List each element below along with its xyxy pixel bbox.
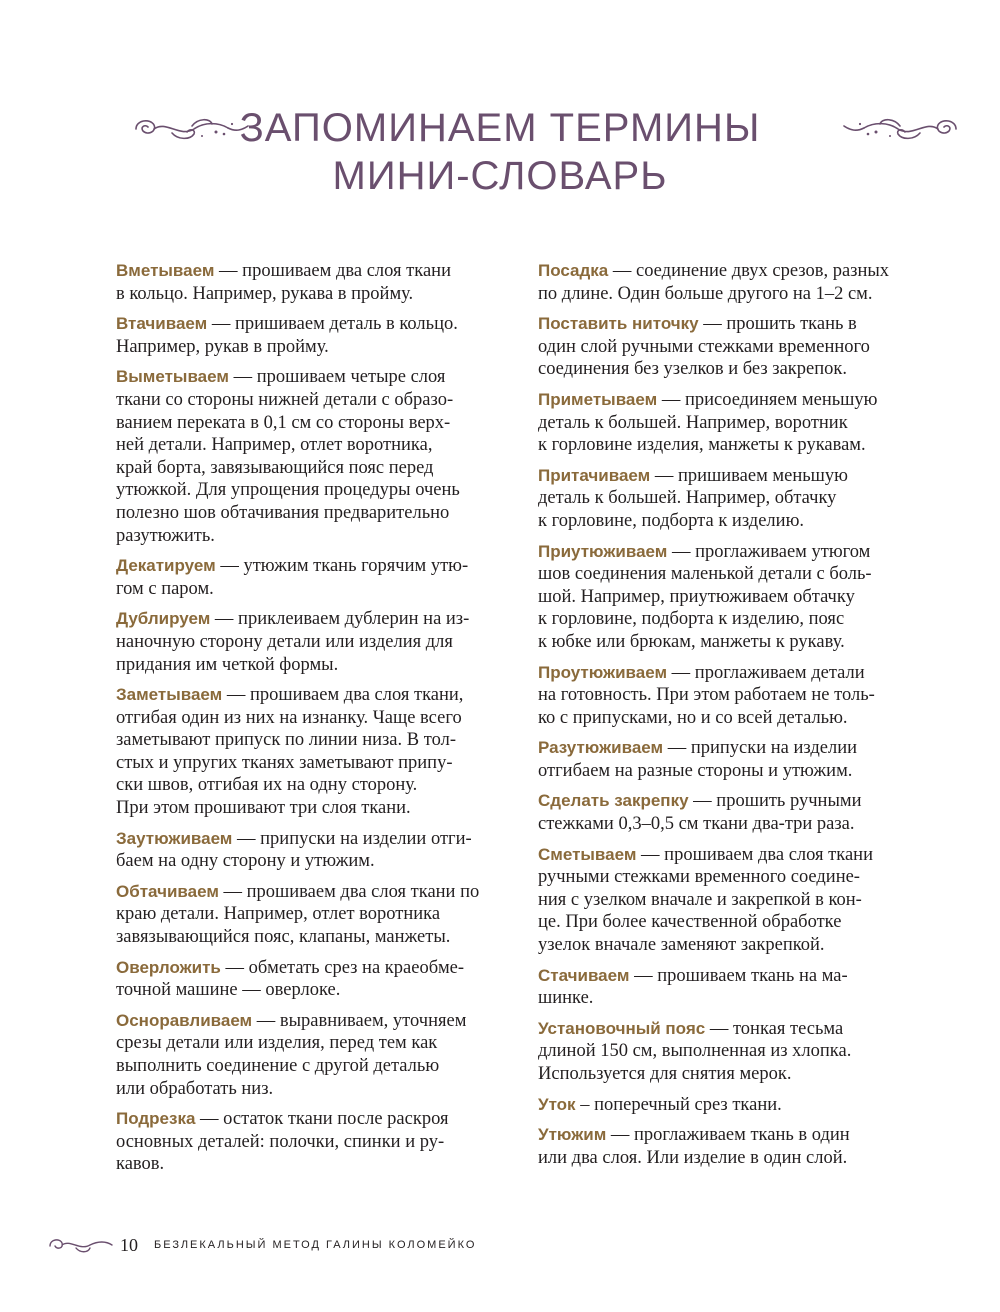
glossary-definition: — пришиваем меньшую деталь к большей. Например, обтачку к горловине, подборта к изделию.: [538, 465, 848, 531]
glossary-entry: [538, 389, 930, 457]
glossary-term: Проутюживаем: [538, 662, 668, 682]
page-footer: [48, 1233, 476, 1257]
glossary-definition: — приклеиваем дублерин на из- наночную сторону детали или изделия для придания им четкой формы.: [116, 609, 470, 675]
glossary-entry: [538, 465, 930, 533]
glossary-definition: — прошить ручными стежками 0,3–0,5 см ткани два-три раза.: [538, 791, 862, 835]
glossary-entry: [116, 828, 508, 873]
glossary-term: Уток: [538, 1094, 576, 1114]
glossary-definition: — соединение двух срезов, разных по длине. Один больше другого на 1–2 см.: [538, 261, 890, 304]
glossary-definition: — выравниваем, уточняем срезы детали или изделия, перед тем как выполнить соединение с другой деталью или обработать низ.: [116, 1010, 467, 1099]
glossary-term: Утюжим: [538, 1125, 607, 1145]
glossary-entry: [116, 684, 508, 820]
glossary-entry: [116, 555, 508, 600]
glossary-entry: [538, 1094, 930, 1117]
glossary-term: Сделать закрепку: [538, 791, 689, 811]
glossary-definition: — проглаживаем утюгом шов соединения маленькой детали с боль- шой. Например, приутюживаем обтачку к горловине, подборта к изделию, пояс к юбке или брюкам, манжеты к рукаву.: [538, 541, 872, 652]
glossary-entry: [116, 1108, 508, 1176]
glossary-term: Заметываем: [116, 685, 223, 705]
glossary-term: Посадка: [538, 261, 609, 280]
glossary-definition: — тонкая тесьма длиной 150 см, выполненная из хлопка. Используется для снятия мерок.: [538, 1018, 852, 1084]
glossary-entry: [538, 965, 930, 1010]
glossary-definition: — прошиваем два слоя ткани ручными стежками временного соедине- ния с узелком вначале и закрепкой в кон- це. При более качественной обработке узелок вначале заменяют закрепкой.: [538, 844, 873, 956]
page-number: 10: [120, 1234, 138, 1255]
glossary-entry: [538, 1018, 930, 1086]
glossary-entry: [116, 881, 508, 949]
glossary-definition: — прошиваем четыре слоя ткани со стороны нижней детали с образо- ванием переката в 0,1 см со стороны верх- ней детали. Например, отлет воротника, край борта, завязывающийся пояс перед утюжкой. Для упрощения процедуры очень полезно шов обтачивания предварительно разутюжить.: [116, 367, 460, 546]
glossary-definition: — утюжим ткань горячим утю- гом с паром.: [116, 556, 469, 599]
glossary-entry: [116, 366, 508, 547]
glossary-definition: — прошить ткань в один слой ручными стежками временного соединения без узелков и без закрепок.: [538, 314, 870, 380]
glossary-term: Заутюживаем: [116, 828, 233, 848]
glossary-term: Стачиваем: [538, 965, 630, 985]
glossary-entry: [116, 313, 508, 358]
glossary-entry: [538, 844, 930, 957]
glossary-definition: — припуски на изделии отгибаем на разные стороны и утюжим.: [538, 738, 858, 781]
glossary-entry: [538, 662, 930, 730]
glossary-definition: — прошиваем ткань на ма- шинке.: [538, 965, 848, 1009]
glossary-term: Приутюживаем: [538, 541, 668, 561]
glossary-term: Втачиваем: [116, 314, 208, 334]
glossary-entry: [538, 313, 930, 381]
glossary-column-left: [116, 260, 508, 1184]
glossary-entry: [538, 790, 930, 835]
glossary-term: Обтачиваем: [116, 881, 219, 901]
glossary-column-right: [538, 260, 930, 1177]
glossary-entry: [116, 1010, 508, 1100]
glossary-definition: — пришиваем деталь в кольцо. Например, рукав в пройму.: [116, 314, 458, 357]
glossary-term: Декатируем: [116, 556, 216, 576]
glossary-term: Оснoравливаем: [116, 1010, 253, 1030]
glossary-definition: — припуски на изделии отги- баем на одну сторону и утюжим.: [116, 828, 472, 872]
glossary-term: Вметываем: [116, 261, 215, 280]
title-line-2: МИНИ-СЛОВАРЬ: [332, 154, 668, 198]
glossary-term: Оверложить: [116, 957, 221, 977]
glossary-term: Подрезка: [116, 1109, 196, 1129]
glossary-definition: — прошиваем два слоя ткани, отгибая один из них на изнанку. Чаще всего заметывают припуск по линии низа. В тол- стых и упругих тканях заметывают припу- ски швов, отгибая их на одну сторону. При этом прошивают три слоя ткани.: [116, 685, 464, 819]
glossary-term: Установочный пояс: [538, 1018, 706, 1038]
footer-flourish-icon: [48, 1235, 114, 1255]
glossary-term: Дублируем: [116, 609, 211, 629]
glossary-term: Сметываем: [538, 844, 637, 864]
glossary-entry: [116, 608, 508, 676]
glossary-term: Притачиваем: [538, 465, 651, 485]
page-title: [0, 104, 1000, 200]
glossary-entry: [538, 541, 930, 654]
glossary-definition: — остаток ткани после раскроя основных деталей: полочки, спинки и ру- кавов.: [116, 1109, 449, 1175]
glossary-definition: — присоединяем меньшую деталь к большей. Например, воротник к горловине изделия, манжеты к рукавам.: [538, 389, 878, 456]
title-line-1: ЗАПОМИНАЕМ ТЕРМИНЫ: [239, 106, 761, 150]
glossary-definition: — проглаживаем ткань в один или два слоя. Или изделие в один слой.: [538, 1125, 850, 1168]
glossary-entry: [538, 260, 930, 305]
glossary-definition: — обметать срез на краеобме- точной машине — оверлоке.: [116, 957, 465, 1001]
glossary-definition: – поперечный срез ткани.: [575, 1094, 782, 1115]
glossary-term: Приметываем: [538, 389, 658, 409]
glossary-definition: — прошиваем два слоя ткани в кольцо. Например, рукава в пройму.: [116, 261, 451, 304]
running-title: БЕЗЛЕКАЛЬНЫЙ МЕТОД ГАЛИНЫ КОЛОМЕЙКО: [154, 1239, 477, 1251]
glossary-definition: — прошиваем два слоя ткани по краю детали. Например, отлет воротника завязывающийся пояс, клапаны, манжеты.: [116, 881, 480, 948]
glossary-term: Выметываем: [116, 367, 229, 387]
glossary-entry: [116, 260, 508, 305]
glossary-term: Разутюживаем: [538, 738, 664, 758]
glossary-entry: [538, 1124, 930, 1169]
glossary-entry: [538, 737, 930, 782]
glossary-term: Поставить ниточку: [538, 314, 699, 334]
glossary-definition: — проглаживаем детали на готовность. При этом работаем не толь- ко с припусками, но и со всей деталью.: [538, 662, 875, 728]
glossary-entry: [116, 957, 508, 1002]
